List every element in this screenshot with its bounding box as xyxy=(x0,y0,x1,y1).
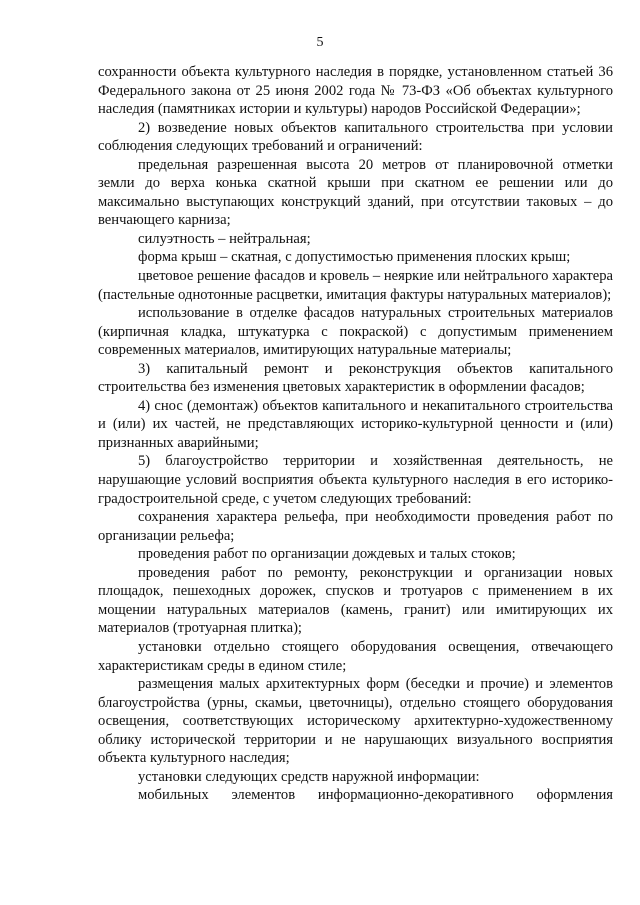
paragraph: 2) возведение новых объектов капитального строительства при условии соблюдения следующих требований и ограничений: xyxy=(98,119,613,155)
paragraph: размещения малых архитектурных форм (беседки и прочие) и элементов благоустройства (урны, скамьи, цветочницы), отдельно стоящего оборудования освещения, соответствующих историческому архитектурно-художественному облику исторической территории и не нарушающих визуального восприятия объекта культурного наследия; xyxy=(98,676,613,767)
paragraph: силуэтность – нейтральная; xyxy=(138,230,311,247)
paragraph: сохранения характера рельефа, при необходимости проведения работ по организации рельефа; xyxy=(98,509,613,544)
paragraph: использование в отделке фасадов натуральных строительных материалов (кирпичная кладка, штукатурка с покраской) с допустимым применением современных материалов, имитирующих натуральные материалы; xyxy=(98,305,613,359)
paragraph: установки отдельно стоящего оборудования освещения, отвечающего характеристикам среды в едином стиле; xyxy=(98,638,613,674)
paragraph: 4) снос (демонтаж) объектов капитального и некапитального строительства и (или) их частей, не представляющих историко-культурной ценности и (или) признанных аварийными; xyxy=(98,397,613,451)
paragraph: установки следующих средств наружной информации: xyxy=(138,768,480,785)
paragraph: форма крыш – скатная, с допустимостью применения плоских крыш; xyxy=(138,249,571,266)
page-number: 5 xyxy=(316,35,324,50)
paragraph: 3) капитальный ремонт и реконструкция объектов капитального строительства без изменения цветовых характеристик в оформлении фасадов; xyxy=(98,360,613,396)
paragraph: предельная разрешенная высота 20 метров от планировочной отметки земли до верха конька скатной крыши при скатном ее решении или до максимально выступающих конструкций зданий, при отсутствии таковых – до венчающего карниза; xyxy=(98,156,613,229)
paragraph: сохранности объекта культурного наследия в порядке, установленном статьей 36 Федерального закона от 25 июня 2002 года № 73-ФЗ «Об объектах культурного наследия (памятниках истории и культуры) народов Российской Федерации»; xyxy=(98,64,613,118)
document-body xyxy=(98,63,613,805)
paragraph: цветовое решение фасадов и кровель – неяркие или нейтрального характера (пастельные однотонные расцветки, имитация фактуры натуральных материалов); xyxy=(98,268,613,303)
paragraph: мобильных элементов информационно-декоративного оформления xyxy=(138,787,613,804)
paragraph: 5) благоустройство территории и хозяйственная деятельность, не нарушающие условий восприятия объекта культурного наследия в его историко-градостроительной среде, с учетом следующих требований: xyxy=(98,453,613,507)
paragraph: проведения работ по организации дождевых и талых стоков; xyxy=(138,546,516,563)
paragraph: проведения работ по ремонту, реконструкции и организации новых площадок, пешеходных дорожек, спусков и тротуаров с применением в их мощении натуральных материалов (камень, гранит) или имитирующих их материалов (тротуарная плитка); xyxy=(98,564,613,637)
